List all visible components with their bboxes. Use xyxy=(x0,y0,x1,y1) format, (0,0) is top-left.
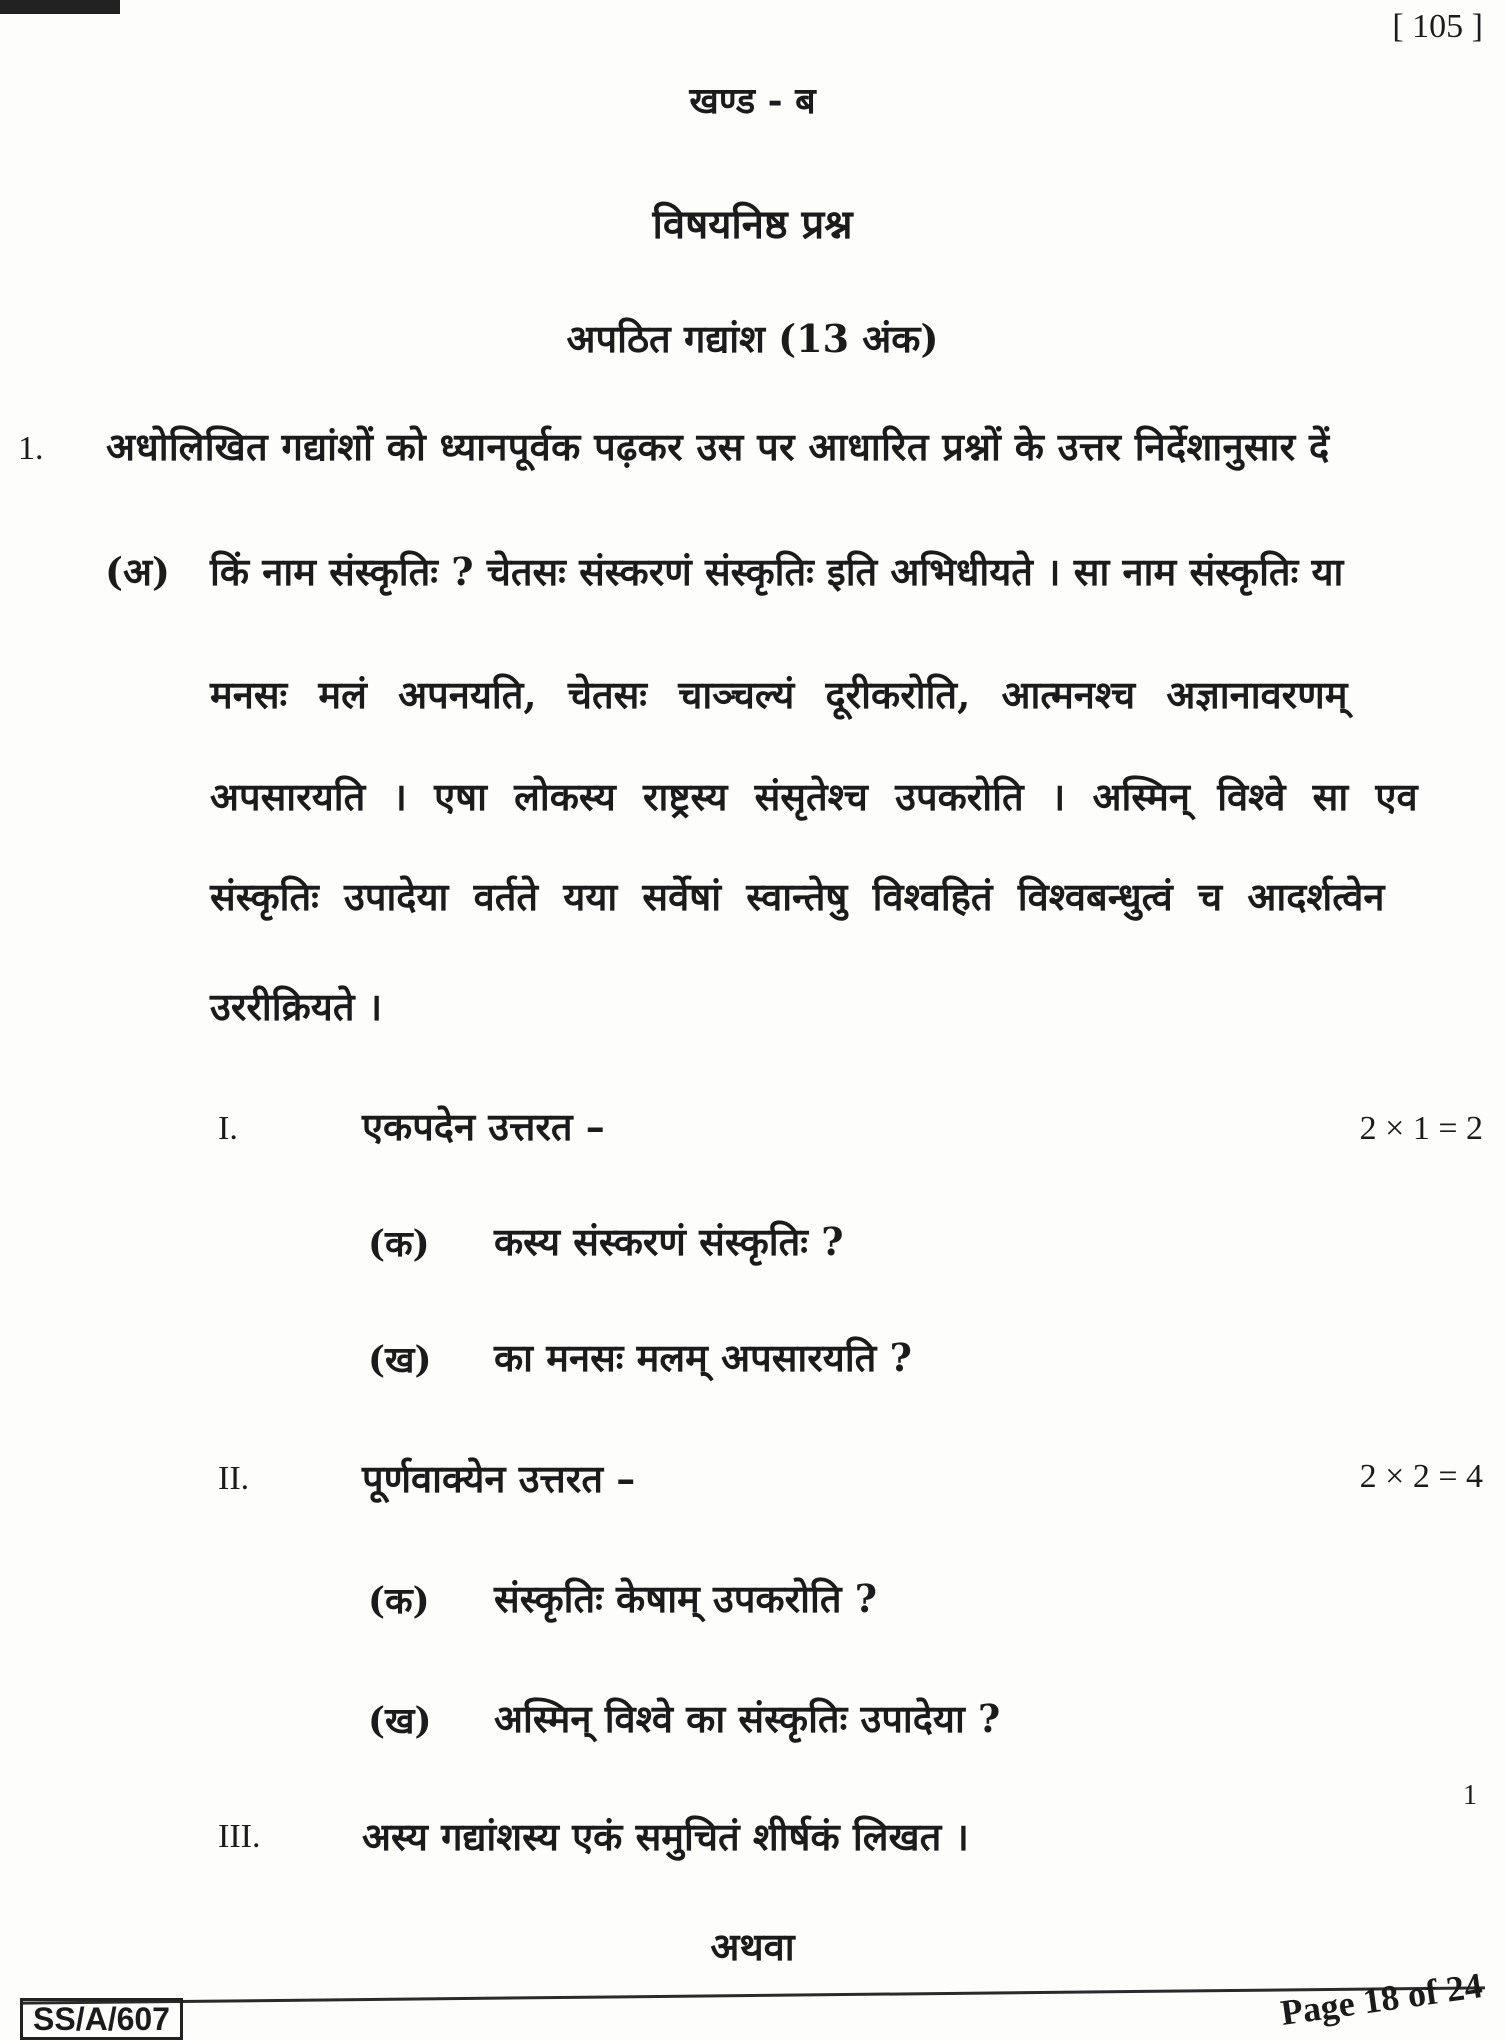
part-prompt: एकपदेन उत्तरत – xyxy=(362,1104,605,1149)
passage-marker: (अ) xyxy=(105,549,170,594)
part-number: I. xyxy=(218,1110,238,1147)
footer-divider xyxy=(20,1986,1485,2004)
option-label: (क) xyxy=(368,1580,430,1622)
question-instruction: अधोलिखित गद्यांशों को ध्यानपूर्वक पढ़कर उस पर आधारित प्रश्नों के उत्तर निर्देशानुसार दें xyxy=(106,424,1330,469)
part-marks: 2 × 2 = 4 xyxy=(1359,1458,1483,1495)
question-number: 1. xyxy=(18,430,44,467)
option-label: (ख) xyxy=(368,1339,432,1381)
page-header-bar xyxy=(0,0,120,14)
section-heading: विषयनिष्ठ प्रश्न xyxy=(652,201,853,248)
page-reference: [ 105 ] xyxy=(1392,8,1483,45)
passage-line: उररीक्रियते । xyxy=(210,984,383,1029)
section-subheading: अपठित गद्यांश (13 अंक) xyxy=(566,316,939,361)
part-prompt: पूर्णवाक्येन उत्तरत – xyxy=(362,1456,636,1501)
option-label: (क) xyxy=(368,1223,430,1265)
part-number: II. xyxy=(218,1460,250,1497)
passage-line: संस्कृतिः उपादेया वर्तते यया सर्वेषां स्वान्तेषु विश्वहितं विश्वबन्धुत्वं च आदर्शत्वेन xyxy=(210,874,1385,919)
option-text: कस्य संस्करणं संस्कृतिः ? xyxy=(494,1219,844,1264)
page-footer: Page 18 of 24 xyxy=(1278,1965,1485,2033)
passage-line: मनसः मलं अपनयति, चेतसः चाञ्चल्यं दूरीकरोति, आत्मनश्च अज्ञानावरणम् xyxy=(210,672,1348,717)
part-marks: 1 xyxy=(1463,1780,1477,1811)
option-text: का मनसः मलम् अपसारयति ? xyxy=(494,1335,912,1380)
option-label: (ख) xyxy=(368,1700,432,1742)
passage-line: किं नाम संस्कृतिः ? चेतसः संस्करणं संस्कृतिः इति अभिधीयते । सा नाम संस्कृतिः या xyxy=(210,549,1344,594)
paper-code: SS/A/607 xyxy=(20,1998,183,2040)
part-marks: 2 × 1 = 2 xyxy=(1359,1110,1483,1147)
part-number: III. xyxy=(218,1818,261,1855)
part-prompt: अस्य गद्यांशस्य एकं समुचितं शीर्षकं लिखत । xyxy=(362,1814,969,1859)
or-label: अथवा xyxy=(710,1924,795,1969)
passage-line: अपसारयति । एषा लोकस्य राष्ट्रस्य संसृतेश्च उपकरोति । अस्मिन् विश्वे सा एव xyxy=(210,774,1418,819)
option-text: संस्कृतिः केषाम् उपकरोति ? xyxy=(494,1576,877,1621)
section-title: खण्ड - ब xyxy=(689,80,816,122)
option-text: अस्मिन् विश्वे का संस्कृतिः उपादेया ? xyxy=(494,1696,1001,1741)
